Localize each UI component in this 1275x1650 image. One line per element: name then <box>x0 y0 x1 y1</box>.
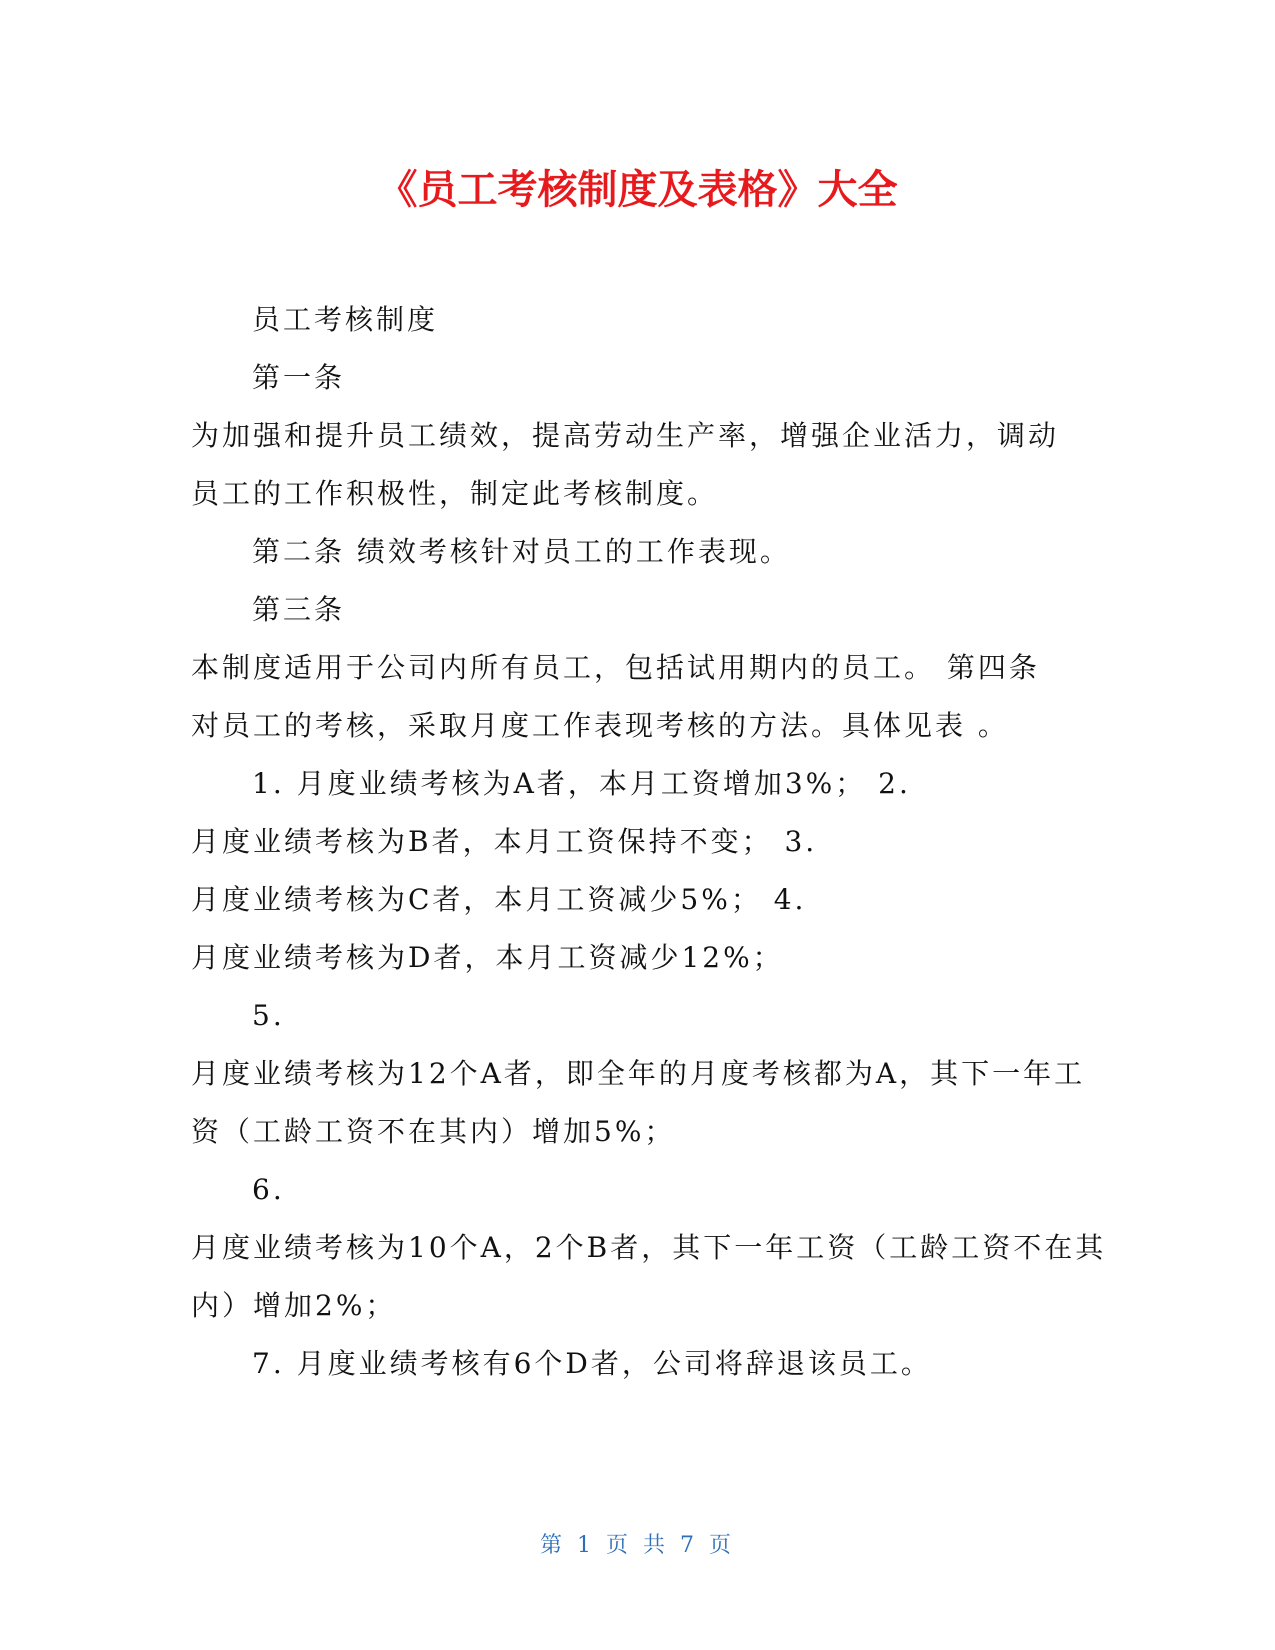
list-item-line: 资（工龄工资不在其内）增加5%； <box>191 1115 676 1148</box>
list-item-line: 月度业绩考核为C者，本月工资减少5%； 4. <box>191 883 807 916</box>
article-1-label: 第一条 <box>252 361 346 394</box>
list-item-line: 月度业绩考核为B者，本月工资保持不变； 3. <box>191 825 818 858</box>
body-text-line: 对员工的考核，采取月度工作表现考核的方法。具体见表 。 <box>191 709 1009 742</box>
list-item-line: 7. 月度业绩考核有6个D者，公司将辞退该员工。 <box>252 1347 932 1380</box>
list-item-number: 5. <box>252 999 285 1032</box>
list-item-line: 月度业绩考核为12个A者，即全年的月度考核都为A，其下一年工 <box>191 1057 1086 1090</box>
section-heading: 员工考核制度 <box>252 303 439 336</box>
list-item-line: 月度业绩考核为D者，本月工资减少12%； <box>191 941 784 974</box>
page-indicator: 第 1 页 共 7 页 <box>540 1533 735 1558</box>
body-text-line: 员工的工作积极性，制定此考核制度。 <box>191 477 719 510</box>
list-item-number: 6. <box>252 1173 285 1206</box>
list-item-line: 月度业绩考核为10个A，2个B者，其下一年工资（工龄工资不在其 <box>191 1231 1107 1264</box>
document-title: 《员工考核制度及表格》大全 <box>377 167 898 213</box>
list-item-line: 1. 月度业绩考核为A者，本月工资增加3%； 2. <box>252 767 911 800</box>
list-item-line: 内）增加2%； <box>191 1289 397 1322</box>
article-3-label: 第三条 <box>252 593 346 626</box>
article-2-line: 第二条 绩效考核针对员工的工作表现。 <box>252 535 791 568</box>
body-text-line: 为加强和提升员工绩效，提高劳动生产率，增强企业活力，调动 <box>191 419 1060 452</box>
body-text-line: 本制度适用于公司内所有员工，包括试用期内的员工。 第四条 <box>191 651 1040 684</box>
